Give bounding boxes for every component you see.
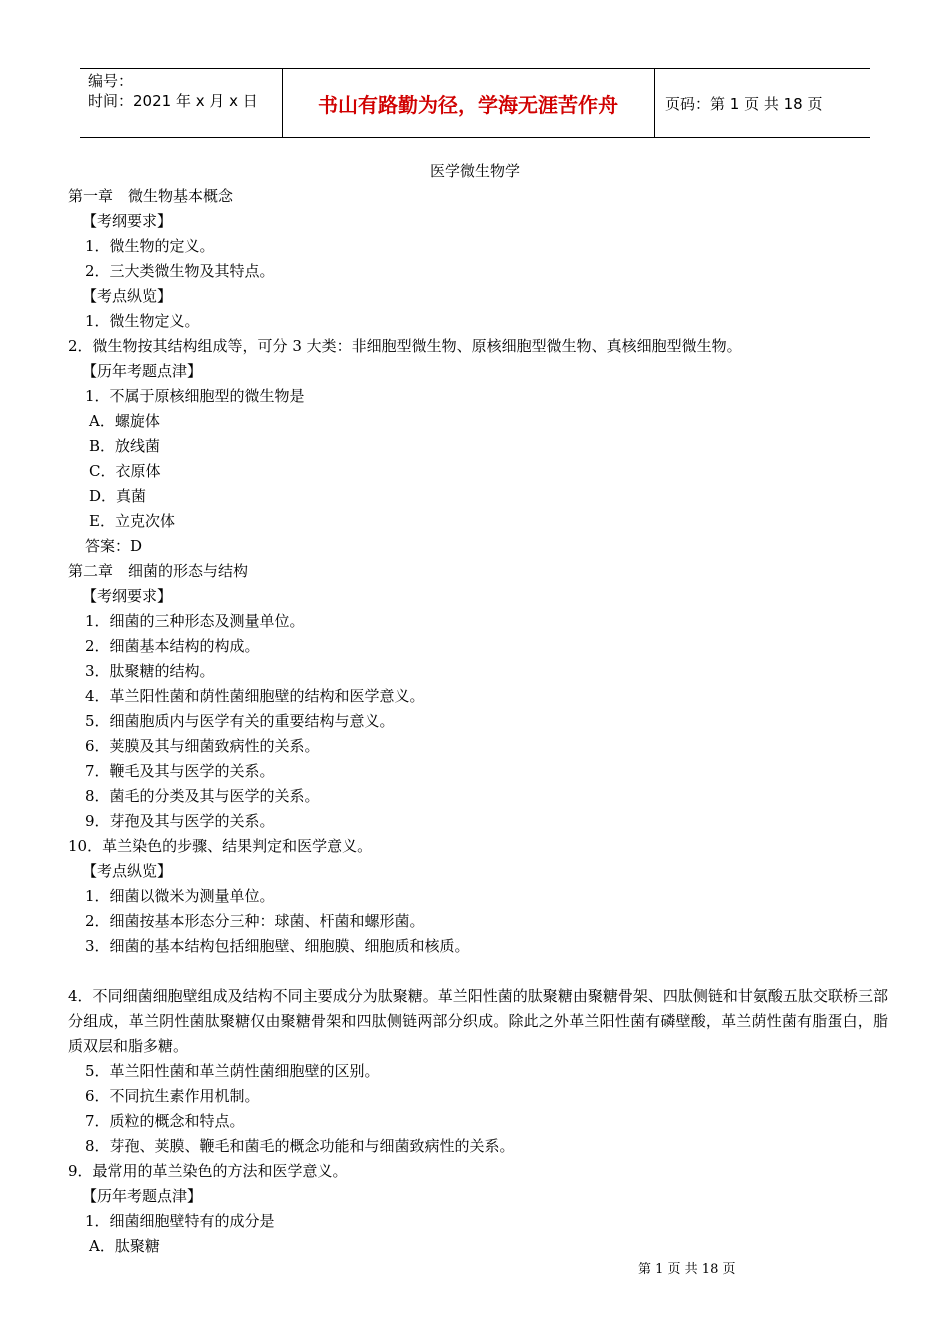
text-line: 2．细菌基本结构的构成。 — [85, 637, 260, 655]
text-line: 【历年考题点津】 — [82, 1187, 203, 1205]
header-number: 编号： — [88, 72, 134, 90]
header-divider — [654, 69, 655, 137]
text-line: D．真菌 — [89, 487, 147, 505]
blank-line — [68, 959, 888, 984]
text-line: 2．细菌按基本形态分三种：球菌、杆菌和螺形菌。 — [85, 912, 425, 930]
text-line: 1．微生物定义。 — [85, 312, 200, 330]
header-meta — [88, 71, 258, 111]
text-line: 5．细菌胞质内与医学有关的重要结构与意义。 — [85, 712, 395, 730]
header-time: 时间：2021 年 x 月 x 日 — [88, 92, 258, 110]
text-line: A．肽聚糖 — [89, 1237, 160, 1255]
text-line: 第一章 微生物基本概念 — [68, 187, 234, 205]
text-line: 1．细菌的三种形态及测量单位。 — [85, 612, 305, 630]
text-line: 10．革兰染色的步骤、结果判定和医学意义。 — [68, 837, 373, 855]
text-line: 7．鞭毛及其与医学的关系。 — [85, 762, 275, 780]
text-line: 答案：D — [85, 537, 143, 555]
text-line: 第二章 细菌的形态与结构 — [68, 562, 249, 580]
text-line: 9．芽孢及其与医学的关系。 — [85, 812, 275, 830]
text-block-2 — [68, 1059, 888, 1259]
text-line: 【历年考题点津】 — [82, 362, 203, 380]
text-line: 9．最常用的革兰染色的方法和医学意义。 — [68, 1162, 348, 1180]
page-header — [80, 68, 870, 138]
document-title: 医学微生物学 — [429, 162, 520, 180]
document-body — [68, 184, 888, 1259]
text-line: 1．细菌以微米为测量单位。 — [85, 887, 275, 905]
text-line: 2．三大类微生物及其特点。 — [85, 262, 275, 280]
text-line: 5．革兰阳性菌和革兰荫性菌细胞壁的区别。 — [85, 1062, 380, 1080]
paragraph-cell-wall: 4．不同细菌细胞壁组成及结构不同主要成分为肽聚糖。革兰阳性菌的肽聚糖由聚糖骨架、四肽侧链和甘氨酸五肽交联桥三部分组成，革兰阴性菌肽聚糖仅由聚糖骨架和四肽侧链两部分织成。除此之外革兰阳性菌有磷壁酸，革兰荫性菌有脂蛋白，脂质双层和脂多糖。 — [68, 987, 888, 1055]
text-block-1 — [68, 184, 888, 959]
text-line: 4．革兰阳性菌和荫性菌细胞壁的结构和医学意义。 — [85, 687, 425, 705]
text-line: 8．菌毛的分类及其与医学的关系。 — [85, 787, 320, 805]
text-line: 2．微生物按其结构组成等，可分 3 大类：非细胞型微生物、原核细胞型微生物、真核细胞型微生物。 — [68, 337, 742, 355]
page-footer: 第 1 页 共 18 页 — [638, 1262, 736, 1277]
text-line: 【考点纵览】 — [82, 862, 173, 880]
text-line: 1．微生物的定义。 — [85, 237, 215, 255]
text-line: 1．不属于原核细胞型的微生物是 — [85, 387, 305, 405]
text-line: 【考纲要求】 — [82, 587, 173, 605]
text-line: 3．肽聚糖的结构。 — [85, 662, 215, 680]
header-page-number: 页码：第 1 页 共 18 页 — [665, 94, 823, 113]
text-line: 3．细菌的基本结构包括细胞壁、细胞膜、细胞质和核质。 — [85, 937, 470, 955]
text-line: 6．荚膜及其与细菌致病性的关系。 — [85, 737, 320, 755]
text-line: 8．芽孢、荚膜、鞭毛和菌毛的概念功能和与细菌致病性的关系。 — [85, 1137, 515, 1155]
text-line: 7．质粒的概念和特点。 — [85, 1112, 245, 1130]
text-line: 6．不同抗生素作用机制。 — [85, 1087, 260, 1105]
header-motto: 书山有路勤为径，学海无涯苦作舟 — [318, 92, 618, 117]
text-line: 【考点纵览】 — [82, 287, 173, 305]
text-line: B．放线菌 — [89, 437, 161, 455]
text-line: C．衣原体 — [89, 462, 161, 480]
text-line: 1．细菌细胞壁特有的成分是 — [85, 1212, 275, 1230]
text-line: 【考纲要求】 — [82, 212, 173, 230]
text-line: A．螺旋体 — [89, 412, 160, 430]
text-line: E．立克次体 — [89, 512, 175, 530]
